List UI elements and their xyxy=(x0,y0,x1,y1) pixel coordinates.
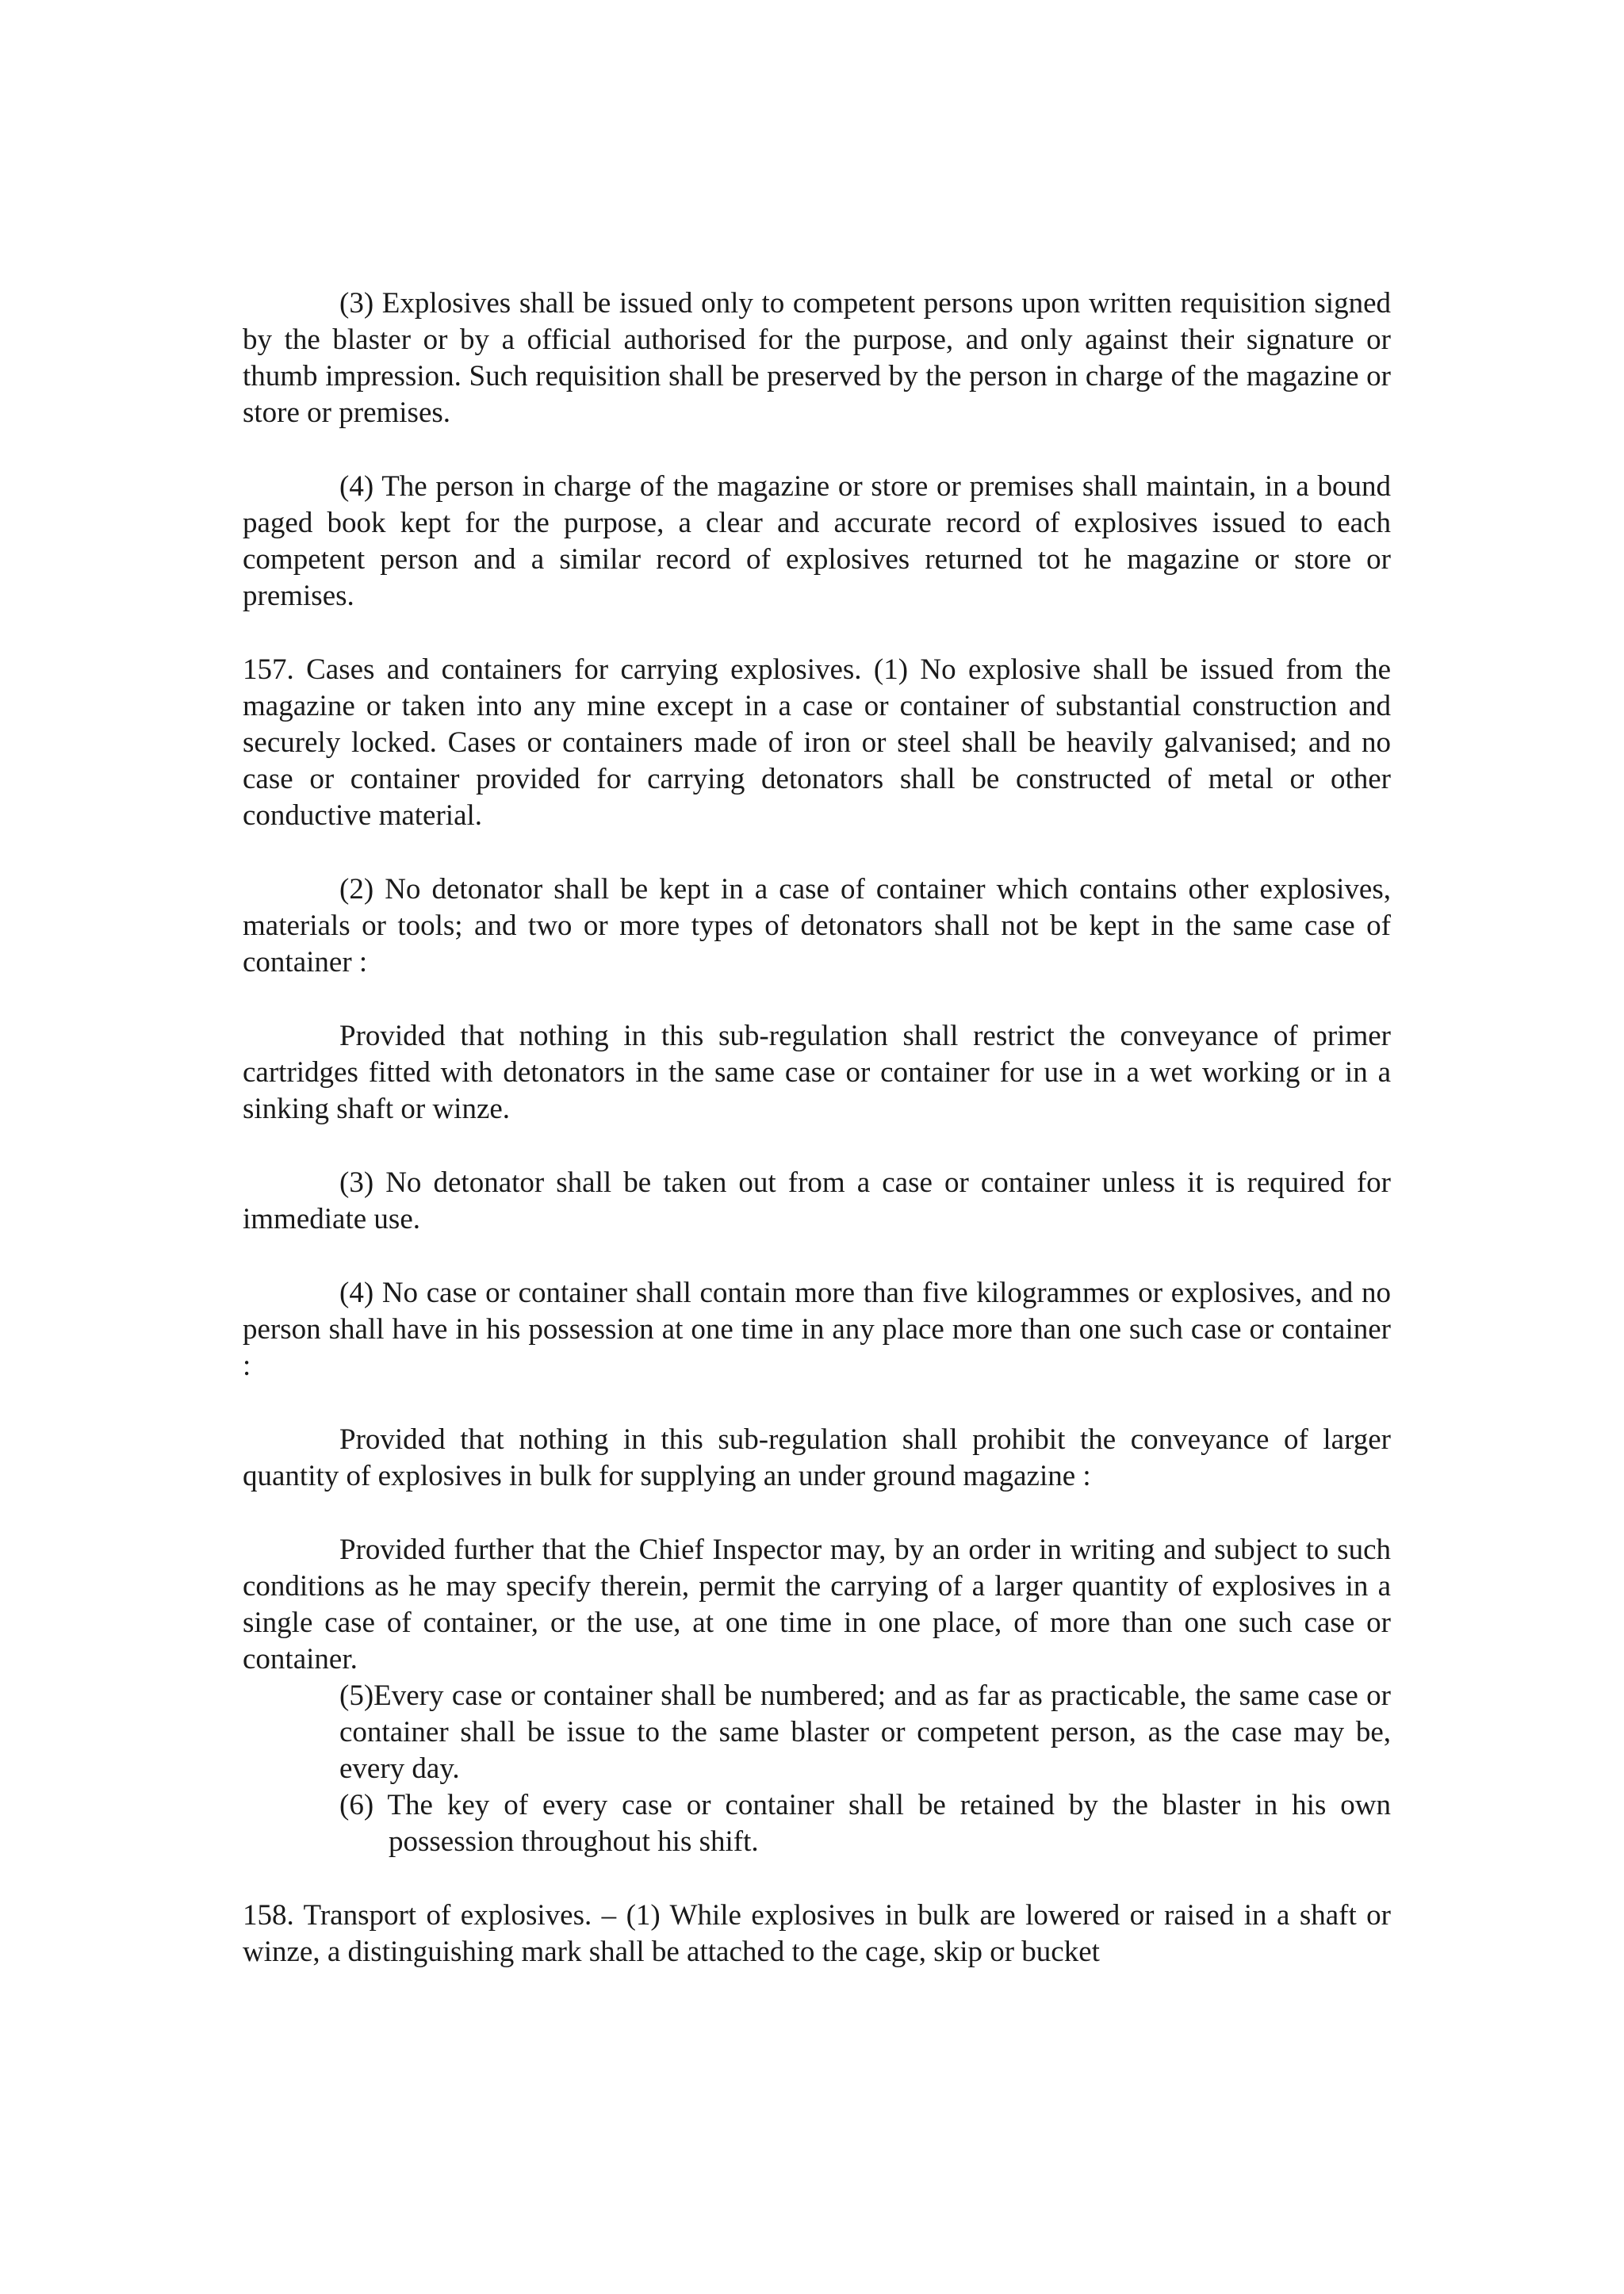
subitem-list xyxy=(243,1678,1391,1860)
list-item-157-5-numbering: (5)Every case or container shall be numbered; and as far as practicable, the same case or container shall be issue to the same blaster or competent person, as the case may be, every day. xyxy=(339,1679,1391,1785)
paragraph-156-4-record-book: (4) The person in charge of the magazine or store or premises shall maintain, in a bound paged book kept for the purpose, a clear and accurate record of explosives issued to each competent person and a similar record of explosives returned tot he magazine or store or premises. xyxy=(243,470,1391,612)
paragraph-157-3-detonator-removal: (3) No detonator shall be taken out from a case or container unless it is required for immediate use. xyxy=(243,1166,1391,1235)
paragraph-157-4-quantity-limit: (4) No case or container shall contain more than five kilogrammes or explosives, and no person shall have in his possession at one time in any place more than one such case or container : xyxy=(243,1277,1391,1382)
document-body xyxy=(243,285,1391,1970)
paragraph-157-2-detonator-storage: (2) No detonator shall be kept in a case of container which contains other explosives, materials or tools; and two or more types of detonators shall not be kept in the same case of container : xyxy=(243,873,1391,978)
paragraph-157-4-proviso-bulk: Provided that nothing in this sub-regulation shall prohibit the conveyance of larger quantity of explosives in bulk for supplying an under ground magazine : xyxy=(243,1423,1391,1492)
paragraph-157-1-cases-containers: 157. Cases and containers for carrying explosives. (1) No explosive shall be issued from the magazine or taken into any mine except in a case or container of substantial construction and securely locked. Cases or containers made of iron or steel shall be heavily galvanised; and no case or container provided for carrying detonators shall be constructed of metal or other conductive material. xyxy=(243,653,1391,832)
paragraph-158-1-transport: 158. Transport of explosives. – (1) While explosives in bulk are lowered or raised in a shaft or winze, a distinguishing mark shall be attached to the cage, skip or bucket xyxy=(243,1899,1391,1968)
paragraph-157-4-proviso-chief-inspector: Provided further that the Chief Inspector may, by an order in writing and subject to such conditions as he may specify therein, permit the carrying of a larger quantity of explosives in a single case of container, or the use, at one time in one place, of more than one such case or container. xyxy=(243,1534,1391,1676)
paragraph-156-3-issue-requisition: (3) Explosives shall be issued only to competent persons upon written requisition signed by the blaster or by a official authorised for the purpose, and only against their signature or thumb impression. Such requisition shall be preserved by the person in charge of the magazine or store or premises. xyxy=(243,287,1391,429)
list-item-157-6-key-retention: (6) The key of every case or container shall be retained by the blaster in his own possession throughout his shift. xyxy=(339,1789,1391,1858)
paragraph-157-2-proviso-primer: Provided that nothing in this sub-regulation shall restrict the conveyance of primer cartridges fitted with detonators in the same case or container for use in a wet working or in a sinking shaft or winze. xyxy=(243,1020,1391,1125)
